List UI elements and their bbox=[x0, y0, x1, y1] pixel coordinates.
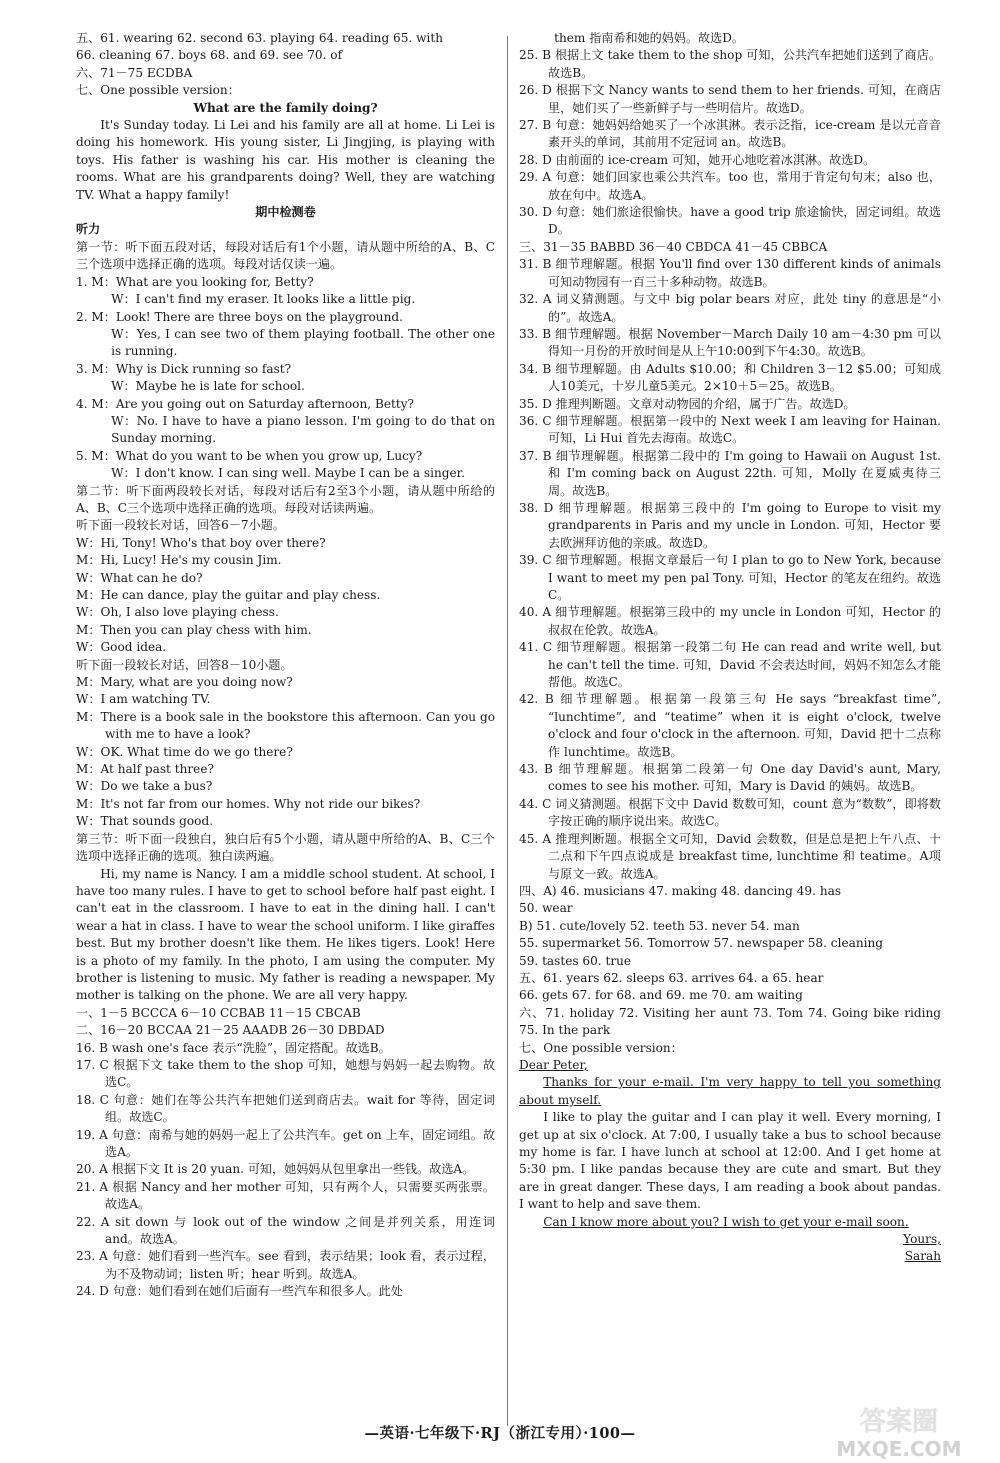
right-line: 七、One possible version： bbox=[519, 1040, 683, 1055]
left-line: 17. C 根据下文 take them to the shop 可知，她想与妈妈一起去购物。故选C。 bbox=[76, 1057, 495, 1090]
left-line: 24. D 句意：她们看到在她们后面有一些汽车和很多人。此处 bbox=[76, 1284, 403, 1299]
left-line: W：Yes, I can see two of them playing football. The other one is running. bbox=[111, 326, 495, 359]
left-line: W：I don't know. I can sing well. Maybe I can be a singer. bbox=[111, 466, 465, 481]
right-column bbox=[519, 30, 941, 1266]
left-line: 16. B wash one's face 表示“洗脸”，固定搭配。故选B。 bbox=[76, 1040, 391, 1055]
left-line: W：I am watching TV. bbox=[76, 692, 211, 707]
left-line: W：Good idea. bbox=[76, 640, 167, 655]
right-line: 31. B 细节理解题。根据 You'll find over 130 different kinds of animals 可知动物园有一百三十多种动物。故选B。 bbox=[519, 257, 941, 289]
right-line: I like to play the guitar and I can play it well. Every morning, I get up at six o'clock. At 7:00, I usually take a bus to school because my home is far. I have lunch at school at 12:00. And I get home at 5:30 pm. I like pandas because they are cute and smart. But they are in great danger. These days, I am reading a book about pandas. I want to help and save them. bbox=[519, 1110, 941, 1212]
left-line: 听下面一段较长对话，回答8－10小题。 bbox=[76, 657, 293, 672]
left-line: 21. A 根据 Nancy and her mother 可知，只有两个人，只需要买两张票。故选A。 bbox=[76, 1179, 495, 1212]
right-line: 45. A 推理判断题。根据全文可知，David 会数数，但是总是把上午八点、十二点和下午四点说成是 breakfast time, lunchtime 和 teatime。A项与原文一致。故选A。 bbox=[519, 831, 941, 881]
right-line: 三、31－35 BABBD 36－40 CBDCA 41－45 CBBCA bbox=[519, 239, 828, 254]
right-line: 59. tastes 60. true bbox=[519, 953, 632, 968]
column-divider bbox=[507, 36, 508, 1426]
left-line: W：Maybe he is late for school. bbox=[111, 379, 305, 394]
left-line: 2. M：Look! There are three boys on the playground. bbox=[76, 309, 403, 324]
left-line: W：Hi, Tony! Who's that boy over there? bbox=[76, 535, 326, 550]
right-line: 37. B 细节理解题。根据第二段中的 I'm going to Hawaii on August 1st. 和 I'm coming back on August 22th. 可知，Molly 在夏威夷待三周。故选B。 bbox=[519, 448, 941, 498]
left-line: M：It's not far from our homes. Why not ride our bikes? bbox=[76, 796, 421, 811]
right-line: Thanks for your e-mail. I'm very happy to tell you something about myself. bbox=[519, 1075, 941, 1107]
left-line: M：Then you can play chess with him. bbox=[76, 622, 312, 637]
right-line: 28. D 由前面的 ice-cream 可知，她开心地吃着冰淇淋。故选D。 bbox=[519, 152, 876, 167]
left-line: 19. A 句意：南希与她的妈妈一起上了公共汽车。get on 上车，固定词组。故选A。 bbox=[76, 1127, 495, 1159]
right-line: 26. D 根据下文 Nancy wants to send them to her friends. 可知，在商店里，她们买了一些新鲜子与一些明信片。故选D。 bbox=[519, 83, 941, 115]
right-line: 40. A 细节理解题。根据第三段中的 my uncle in London 可知，Hector 的叔叔在伦敦。故选A。 bbox=[519, 605, 941, 637]
left-line: 第二节：听下面两段较长对话，每段对话后有2至3个小题，请从题中所给的A、B、C三个选项中选择正确的选项。每段对话读两遍。 bbox=[76, 483, 495, 515]
left-line: 20. A 根据下文 It is 20 yuan. 可知，她妈妈从包里拿出一些钱。故选A。 bbox=[76, 1162, 475, 1177]
right-line: 44. C 词义猜测题。根据下文中 David 数数可知，count 意为“数数”，即将数字按正确的顺序说出来。故选C。 bbox=[519, 796, 941, 829]
right-line: 42. B 细节理解题。根据第一段第三句 He says “breakfast time”, “lunchtime”, and “teatime” when it is eight o'clock, twelve o'clock and four o'clock in the afternoon. 可知，David 把十二点称作 lunchtime。故选B。 bbox=[519, 692, 941, 759]
left-line: 五、61. wearing 62. second 63. playing 64. reading 65. with bbox=[76, 31, 444, 45]
right-line: Sarah bbox=[904, 1249, 941, 1264]
right-line: 50. wear bbox=[519, 901, 573, 916]
left-line: W：That sounds good. bbox=[76, 814, 214, 829]
right-line: B) 51. cute/lovely 52. teeth 53. never 54. man bbox=[519, 918, 800, 933]
left-line: It's Sunday today. Li Lei and his family are all at home. Li Lei is doing his homework. His young sister, Li Jingjing, is playing with toys. His father is washing his car. His mother is cleaning the rooms. What are his grandparents doing? Well, they are watching TV. What a happy family! bbox=[76, 118, 495, 202]
right-line: them 指南希和她的妈妈。故选D。 bbox=[554, 31, 745, 45]
left-line: 23. A 句意：她们看到一些汽车。see 看到，表示结果；look 看，表示过程，为不及物动词；listen 听；hear 听到。故选A。 bbox=[76, 1249, 495, 1281]
left-line: M：Mary, what are you doing now? bbox=[76, 675, 293, 690]
left-line: W：OK. What time do we go there? bbox=[76, 744, 293, 759]
left-line: W：No. I have to have a piano lesson. I'm going to do that on Sunday morning. bbox=[111, 413, 495, 446]
left-line: M：At half past three? bbox=[76, 762, 214, 777]
watermark-line1: 答案圈 bbox=[859, 1407, 939, 1437]
left-line: M：Hi, Lucy! He's my cousin Jim. bbox=[76, 553, 282, 568]
watermark-line2: MXQE.COM bbox=[836, 1437, 962, 1461]
left-line: 第一节：听下面五段对话，每段对话后有1个小题，请从题中所给的A、B、C三个选项中选择正确的选项。每段对话仅读一遍。 bbox=[76, 239, 495, 272]
right-line: 32. A 词义猜测题。与文中 big polar bears 对应，此处 tiny 的意思是“小的”。故选A。 bbox=[519, 292, 941, 324]
left-line: Hi, my name is Nancy. I am a middle school student. At school, I have too many rules. I have to get to school before half past eight. I can't eat in the classroom. I have to eat in the dining hall. I can't wear a hat in class. I have to wear the school uniform. I like giraffes best. But my brother doesn't like them. He likes tigers. Look! Here is a photo of my family. In the photo, I am using the computer. My brother is listening to music. My father is reading a newspaper. My mother is talking on the phone. We are all very happy. bbox=[76, 866, 495, 1003]
right-line: 29. A 句意：她们回家也乘公共汽车。too 也，常用于肯定句句末；also 也，放在句中。故选A。 bbox=[519, 170, 941, 202]
left-line: 22. A sit down 与 look out of the window 之间是并列关系，用连词 and。故选A。 bbox=[76, 1214, 495, 1247]
right-line: 39. C 细节理解题。根据文章最后一句 I plan to go to New York, because I want to meet my pen pal Tony. 可知，Hector 的笔友在纽约。故选C。 bbox=[519, 553, 941, 602]
left-line: 二、16－20 BCCAA 21－25 AAADB 26－30 DBDAD bbox=[76, 1023, 385, 1038]
right-line: 41. C 细节理解题。根据第一段第二句 He can read and write well, but he can't tell the time. 可知，David 不会表达时间，妈妈不知怎么才能帮他。故选C。 bbox=[519, 640, 941, 690]
left-line: 3. M：Why is Dick running so fast? bbox=[76, 361, 292, 376]
left-line: What are the family doing? bbox=[193, 100, 378, 115]
right-line: 27. B 句意：她妈妈给她买了一个冰淇淋。表示泛指，ice-cream 是以元音音素开头的单词，其前用不定冠词 an。故选B。 bbox=[519, 118, 941, 150]
right-line: 66. gets 67. for 68. and 69. me 70. am waiting bbox=[519, 988, 803, 1003]
watermark-logo bbox=[824, 1400, 974, 1462]
left-line: 66. cleaning 67. boys 68. and 69. see 70. of bbox=[76, 48, 343, 63]
left-line: 一、1－5 BCCCA 6－10 CCBAB 11－15 CBCAB bbox=[76, 1005, 361, 1020]
right-line: Yours, bbox=[903, 1232, 941, 1247]
right-line: 43. B 细节理解题。根据第二段第一句 One day David's aunt, Mary, comes to see his mother. 可知，Mary is David 的姨妈。故选B。 bbox=[519, 762, 941, 794]
right-line: 34. B 细节理解题。由 Adults $10.00；和 Children 3－12 $5.00；可知成人10美元，十岁儿童5美元。2×10＋5＝25。故选B。 bbox=[519, 361, 941, 394]
right-line: 38. D 细节理解题。根据第三段中的 I'm going to Europe to visit my grandparents in Paris and my uncle in London. 可知，Hector 要去欧洲拜访他的亲戚。故选D。 bbox=[519, 500, 941, 550]
left-line: 5. M：What do you want to be when you grow up, Lucy? bbox=[76, 448, 423, 463]
right-line: 33. B 细节理解题。根据 November－March Daily 10 am－4:30 pm 可以得知一月份的开放时间是从上午10:00到下午4:30。故选B。 bbox=[519, 326, 941, 359]
right-line: 36. C 细节理解题。根据第一段中的 Next week I am leaving for Hainan. 可知，Li Hui 首先去海南。故选C。 bbox=[519, 413, 941, 446]
left-line: 1. M：What are you looking for, Betty? bbox=[76, 274, 314, 289]
left-line: 六、71－75 ECDBA bbox=[76, 65, 193, 80]
right-line: Dear Peter, bbox=[519, 1057, 588, 1072]
right-line: 30. D 句意：她们旅途很愉快。have a good trip 旅途愉快，固定词组。故选D。 bbox=[519, 205, 941, 237]
right-line: 五、61. years 62. sleeps 63. arrives 64. a 65. hear bbox=[519, 970, 824, 985]
right-line: 六、71. holiday 72. Visiting her aunt 73. Tom 74. Going bike riding 75. In the park bbox=[519, 1005, 941, 1038]
left-line: 第三节：听下面一段独白，独白后有5个小题，请从题中所给的A、B、C三个选项中选择正确的选项。独白读两遍。 bbox=[76, 831, 495, 864]
right-line: 四、A) 46. musicians 47. making 48. dancing 49. has bbox=[519, 883, 842, 898]
right-line: 35. D 推理判断题。文章对动物园的介绍，属于广告。故选D。 bbox=[519, 396, 856, 411]
page-footer: —英语·七年级下·RJ（浙江专用）·100— bbox=[364, 1425, 636, 1442]
left-column bbox=[76, 30, 495, 1301]
left-line: W：Oh, I also love playing chess. bbox=[76, 605, 279, 620]
right-line: Can I know more about you? I wish to get your e-mail soon. bbox=[543, 1214, 909, 1229]
left-line: M：There is a book sale in the bookstore this afternoon. Can you go with me to have a look? bbox=[76, 709, 495, 742]
left-line: 4. M：Are you going out on Saturday afternoon, Betty? bbox=[76, 396, 415, 411]
left-line: W：Do we take a bus? bbox=[76, 779, 213, 794]
left-line: 听下面一段较长对话，回答6－7小题。 bbox=[76, 518, 285, 533]
left-line: 听力 bbox=[76, 222, 101, 237]
left-line: 期中检测卷 bbox=[255, 205, 316, 220]
left-line: W：What can he do? bbox=[76, 570, 203, 585]
right-line: 55. supermarket 56. Tomorrow 57. newspaper 58. cleaning bbox=[519, 936, 884, 951]
left-line: W：I can't find my eraser. It looks like a little pig. bbox=[111, 292, 416, 307]
left-line: M：He can dance, play the guitar and play chess. bbox=[76, 588, 381, 602]
left-line: 七、One possible version： bbox=[76, 83, 240, 98]
left-line: 18. C 句意：她们在等公共汽车把她们送到商店去。wait for 等待，固定词组。故选C。 bbox=[76, 1092, 495, 1125]
right-line: 25. B 根据上文 take them to the shop 可知，公共汽车把她们送到了商店。故选B。 bbox=[519, 48, 941, 80]
